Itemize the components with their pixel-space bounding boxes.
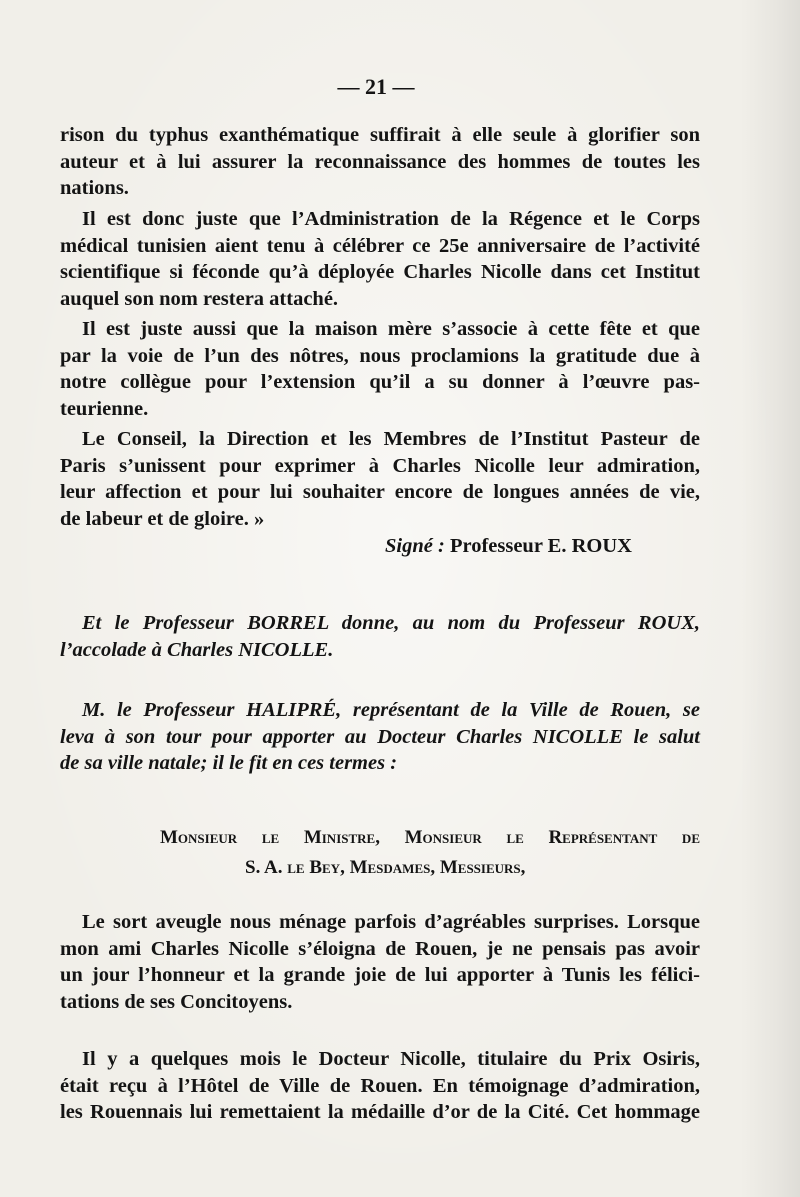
text-line: Paris s’unissent pour exprimer à Charles Nicolle leur admiration,: [60, 454, 700, 477]
text-line: auteur et à lui assurer la reconnaissance des hommes de toutes les: [60, 150, 700, 173]
text-line: de sa ville natale; il le fit en ces termes :: [60, 752, 398, 774]
text-line: teurienne.: [60, 397, 149, 420]
text-line: S. A. le Bey, Mesdames, Messieurs,: [245, 857, 526, 878]
text-line: Le sort aveugle nous ménage parfois d’agréables surprises. Lorsque: [82, 911, 700, 933]
paragraph-2: [60, 206, 700, 312]
signature-label: Signé :: [385, 535, 445, 557]
salutation: [160, 825, 700, 852]
text-line: Le Conseil, la Direction et les Membres de l’Institut Pasteur de: [82, 428, 700, 450]
text-line: notre collègue pour l’extension qu’il a su donner à l’œuvre pas-: [60, 371, 700, 393]
salutation-continued: [245, 855, 645, 882]
text-line: auquel son nom restera attaché.: [60, 287, 339, 310]
text-line: mon ami Charles Nicolle s’éloigna de Rouen, je ne pensais pas avoir: [60, 937, 700, 960]
text-line: était reçu à l’Hôtel de Ville de Rouen. En témoignage d’admiration,: [60, 1074, 700, 1097]
text-line: médical tunisien aient tenu à célébrer ce 25e anniversaire de l’activité: [60, 234, 700, 257]
paragraph-8: [60, 1046, 700, 1126]
text-line: rison du typhus exanthématique suffirait à elle seule à glorifier son: [60, 124, 700, 146]
text-line: Monsieur le Ministre, Monsieur le Représentant de: [160, 827, 700, 848]
paragraph-1: [60, 122, 700, 202]
text-line: Il y a quelques mois le Docteur Nicolle, titulaire du Prix Osiris,: [82, 1048, 700, 1070]
text-line: Et le Professeur BORREL donne, au nom du Professeur ROUX,: [82, 612, 700, 634]
text-line: leur affection et pour lui souhaiter encore de longues années de vie,: [60, 481, 700, 503]
text-line: par la voie de l’un des nôtres, nous proclamions la gratitude due à: [60, 344, 700, 367]
page-number: — 21 —: [337, 74, 415, 99]
signature-name: Professeur E. ROUX: [449, 535, 632, 557]
page-edge-shadow: [740, 0, 800, 1197]
paragraph-6: [60, 697, 700, 777]
text-line: M. le Professeur HALIPRÉ, représentant de la Ville de Rouen, se: [82, 699, 700, 721]
text-line: scientifique si féconde qu’à déployée Charles Nicolle dans cet Institut: [60, 261, 700, 283]
text-line: tations de ses Concitoyens.: [60, 990, 293, 1013]
text-line: Il est juste aussi que la maison mère s’associe à cette fête et que: [82, 318, 700, 340]
text-line: nations.: [60, 177, 129, 199]
text-line: de labeur et de gloire. »: [60, 507, 265, 530]
text-line: les Rouennais lui remettaient la médaille d’or de la Cité. Cet hommage: [60, 1101, 700, 1123]
paragraph-4: [60, 426, 700, 532]
text-line: un jour l’honneur et la grande joie de lui apporter à Tunis les félici-: [60, 964, 700, 986]
paragraph-5: [60, 610, 700, 663]
paragraph-7: [60, 909, 700, 1015]
text-line: leva à son tour pour apporter au Docteur Charles NICOLLE le salut: [60, 725, 700, 748]
text-line: l’accolade à Charles NICOLLE.: [60, 638, 334, 661]
paragraph-3: [60, 316, 700, 422]
signature: [385, 535, 632, 558]
text-line: Il est donc juste que l’Administration de la Régence et le Corps: [82, 208, 700, 230]
